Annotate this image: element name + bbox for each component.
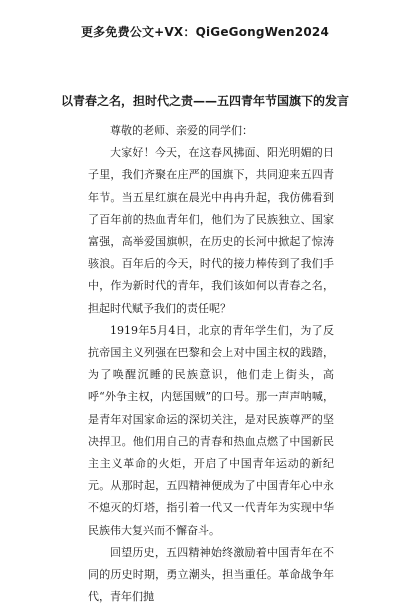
paragraph-2: 1919年5月4日，北京的青年学生们，为了反抗帝国主义列强在巴黎和会上对中国主权的践踏，为了唤醒沉睡的民族意识，他们走上街头，高呼“外争主权，内惩国贼”的口号。那一声声呐喊，是青年对国家命运的深切关注，是对民族尊严的坚决捍卫。他们用自己的青春和热血点燃了中国新民主主义革命的火炬，开启了中国青年运动的新纪元。从那时起，五四精神便成为了中国青年心中永不熄灭的灯塔，指引着一代又一代青年为实现中华民族伟大复兴而不懈奋斗。	[88, 323, 334, 537]
paragraph-3: 回望历史，五四精神始终激励着中国青年在不同的历史时期，勇立潮头，担当重任。革命战争年代，青年们抛	[88, 545, 334, 604]
salutation: 尊敬的老师、亲爱的同学们：	[110, 124, 253, 137]
paragraph-1: 大家好！今天，在这春风拂面、阳光明媚的日子里，我们齐聚在庄严的国旗下，共同迎来五四青年节。当五星红旗在晨光中冉冉升起，我仿佛看到了百年前的热血青年们，他们为了民族独立、国家富强，高举爱国旗帜，在历史的长河中掀起了惊涛骇浪。百年后的今天，时代的接力棒传到了我们手中，作为新时代的青年，我们该如何以青春之名，担起时代赋予我们的责任呢？	[88, 146, 334, 315]
document-title: 以青春之名，担时代之责——五四青年节国旗下的发言	[60, 94, 349, 108]
document-body	[88, 120, 334, 608]
header-watermark: 更多免费公文+VX：QiGeGongWen2024	[80, 25, 329, 39]
